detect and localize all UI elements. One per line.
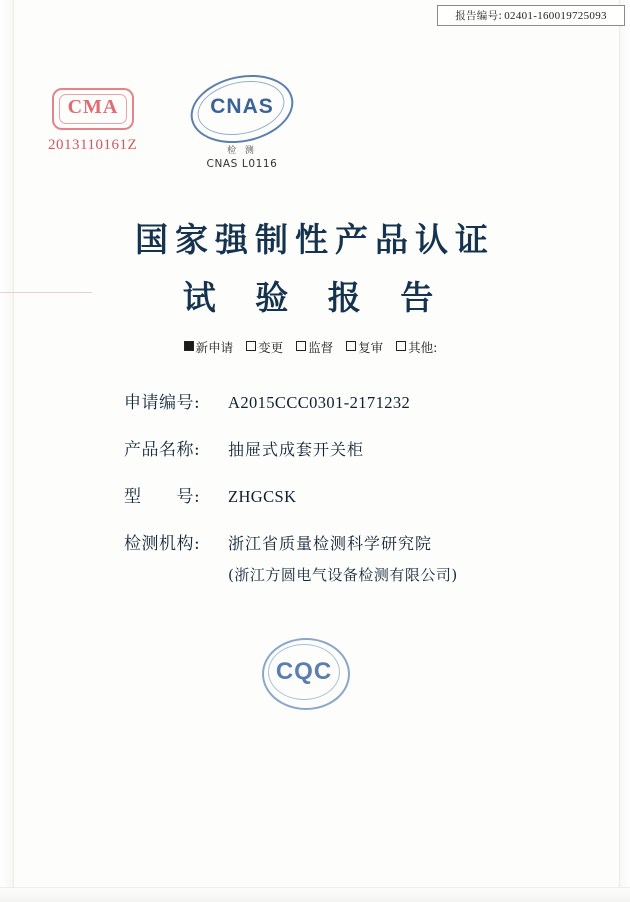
option-new-application[interactable] (184, 340, 234, 355)
option-supervision[interactable] (296, 340, 333, 355)
cnas-logo-text: CNAS (210, 95, 274, 118)
option-change[interactable] (246, 340, 283, 355)
field-value-model: ZHGCSK (228, 487, 297, 506)
cnas-subtitle: 检 测 (227, 146, 257, 156)
page-bottom-edge (0, 887, 630, 902)
cqc-seal-icon (262, 638, 350, 710)
checkbox-change[interactable] (246, 341, 256, 351)
field-label-product-name: 产品名称: (124, 440, 201, 460)
option-label-review: 复审 (358, 340, 384, 355)
cnas-logo-icon (190, 76, 294, 142)
cma-badge-text: CMA (67, 96, 119, 118)
cma-badge-icon (52, 88, 134, 130)
field-label-testing-organization: 检测机构: (124, 534, 201, 554)
option-label-supervision: 监督 (308, 340, 334, 355)
checkbox-supervision[interactable] (296, 341, 306, 351)
field-value-testing-organization: 浙江省质量检测科学研究院 (228, 534, 433, 553)
field-label-model: 型 号: (124, 487, 201, 507)
field-value-application-number: A2015CCC0301-2171232 (228, 393, 411, 412)
field-value-testing-organization-subsidiary: (浙江方圆电气设备检测有限公司) (228, 566, 458, 584)
option-other[interactable] (396, 340, 437, 355)
field-product-name (124, 435, 544, 460)
option-label-change: 变更 (258, 340, 284, 355)
application-type-options (0, 338, 630, 356)
document-title-line-1: 国家强制性产品认证 (135, 220, 495, 259)
cma-certificate-code: 2013110161Z (48, 137, 138, 153)
document-title-line-2: 试 验 报 告 (182, 278, 448, 317)
report-number-label: 报告编号: (455, 10, 503, 22)
report-number-value: 02401-160019725093 (504, 9, 607, 22)
field-testing-organization (124, 529, 544, 554)
cnas-mark (182, 76, 302, 170)
cma-mark (48, 88, 168, 154)
checkbox-other[interactable] (396, 341, 406, 351)
option-label-new-application: 新申请 (195, 340, 234, 355)
field-label-application-number: 申请编号: (124, 393, 201, 413)
option-review[interactable] (346, 340, 383, 355)
page-left-edge (0, 0, 14, 902)
field-model (124, 482, 544, 507)
field-value-product-name: 抽屉式成套开关柜 (228, 440, 365, 459)
checkbox-review[interactable] (346, 341, 356, 351)
checkbox-new-application[interactable] (184, 341, 194, 351)
field-application-number (124, 388, 544, 413)
option-label-other: 其他: (408, 340, 438, 355)
report-fields (124, 388, 544, 585)
page-right-edge (619, 0, 630, 902)
report-number-box (437, 5, 625, 26)
cqc-seal-text: CQC (275, 658, 333, 685)
cnas-accreditation-code: CNAS L0116 (206, 158, 278, 170)
